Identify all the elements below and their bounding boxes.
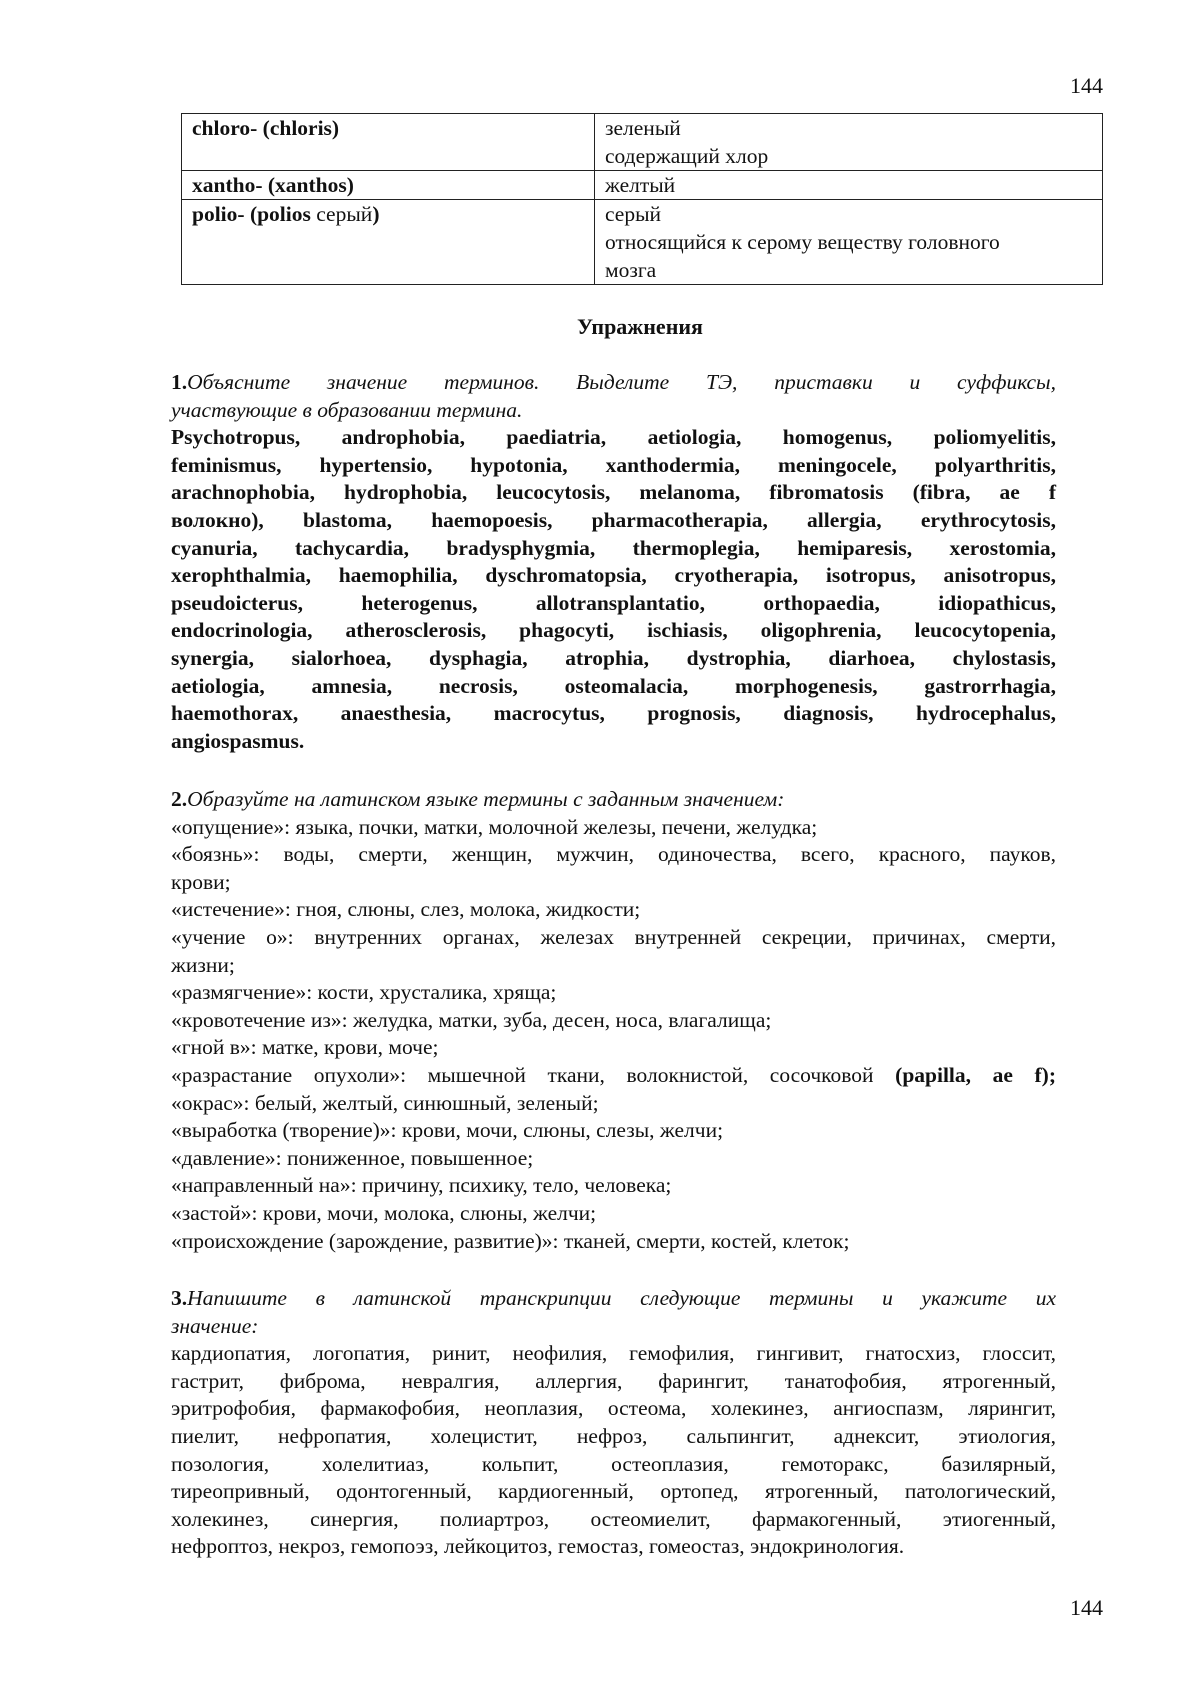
task-line: «давление»: пониженное, повышенное; xyxy=(171,1145,534,1170)
exercise-1-instruction xyxy=(171,369,1056,397)
term-line: synergia, sialorhoea, dysphagia, atrophia, dystrophia, diarhoea, chylostasis, xyxy=(171,645,1056,670)
term-line: позология, холелитиаз, кольпит, остеоплазия, гемоторакс, базилярный, xyxy=(171,1451,1056,1476)
term-line: пиелит, нефропатия, холецистит, нефроз, сальпингит, аднексит, этиология, xyxy=(171,1423,1056,1448)
instruction-text: Образуйте на латинском языке термины с заданным значением: xyxy=(187,787,785,811)
task-line: «опущение»: языка, почки, матки, молочной железы, печени, желудка; xyxy=(171,814,818,839)
term-line: тиреопривный, одонтогенный, кардиогенный, ортопед, ятрогенный, патологический, xyxy=(171,1479,1056,1504)
task-line: «выработка (творение)»: крови, мочи, слюны, слезы, желчи; xyxy=(171,1118,724,1143)
term-line: feminismus, hypertensio, hypotonia, xanthodermia, meningocele, polyarthritis, xyxy=(171,452,1056,477)
table-row xyxy=(182,171,1103,200)
term-line: xerophthalmia, haemophilia, dyschromatopsia, cryotherapia, isotropus, anisotropus, xyxy=(171,563,1056,588)
meaning-line: мозга xyxy=(605,258,657,282)
task-line: «гной в»: матке, крови, моче; xyxy=(171,1035,439,1060)
task-line: «происхождение (зарождение, развитие)»: тканей, смерти, костей, клеток; xyxy=(171,1228,850,1253)
meaning-line: содержащий хлор xyxy=(605,144,769,168)
term-line: гастрит, фиброма, невралгия, аллергия, фарингит, танатофобия, ятрогенный, xyxy=(171,1368,1056,1393)
task-line: «размягчение»: кости, хрусталика, хряща; xyxy=(171,980,557,1005)
exercise-number: 3. xyxy=(171,1286,188,1310)
term-line: Psychotropus, androphobia, paediatria, aetiologia, homogenus, poliomyelitis, xyxy=(171,425,1056,450)
term-line: волокно), blastoma, haemopoesis, pharmacotherapia, allergia, erythrocytosis, xyxy=(171,507,1056,532)
term-line: cyanuria, tachycardia, bradysphygmia, thermoplegia, hemiparesis, xerostomia, xyxy=(171,535,1056,560)
meaning-cell xyxy=(595,171,1103,200)
task-line: «окрас»: белый, желтый, синюшный, зеленый; xyxy=(171,1090,599,1115)
term-name: chloro- (chloris) xyxy=(192,116,340,140)
instruction-text: Объясните значение терминов. Выделите ТЭ, приставки и суффиксы, xyxy=(187,370,1056,394)
instruction-text: Напишите в латинской транскрипции следующие термины и укажите их xyxy=(187,1286,1056,1310)
exercise-2-instruction xyxy=(171,786,1056,814)
table-row xyxy=(182,200,1103,285)
task-line xyxy=(171,1062,1056,1090)
exercise-2 xyxy=(171,786,1056,1255)
meaning-line: зеленый xyxy=(605,116,681,140)
term-note: серый xyxy=(310,202,373,226)
task-line: «истечение»: гноя, слюны, слез, молока, жидкости; xyxy=(171,897,641,922)
term-line: холекинез, синергия, полиартроз, остеомиелит, фармакогенный, этиогенный, xyxy=(171,1506,1056,1531)
terms-table xyxy=(181,113,1103,285)
meaning-cell xyxy=(595,200,1103,285)
table-row xyxy=(182,114,1103,171)
term-line: pseudoicterus, heterogenus, allotransplantatio, orthopaedia, idiopathicus, xyxy=(171,590,1056,615)
term-name: polio- (polios xyxy=(192,202,311,226)
page-number-bottom: 144 xyxy=(1070,1595,1103,1620)
meaning-line: относящийся к серому веществу головного xyxy=(605,230,1000,254)
term-line: endocrinologia, atherosclerosis, phagocyti, ischiasis, oligophrenia, leucocytopenia, xyxy=(171,618,1056,643)
term-line: angiospasmus. xyxy=(171,728,305,753)
exercise-number: 1. xyxy=(171,370,188,394)
page-number-top: 144 xyxy=(1070,73,1103,98)
term-close: ) xyxy=(372,202,380,226)
exercise-3-instruction xyxy=(171,1285,1056,1313)
exercise-3 xyxy=(171,1285,1056,1561)
term-line: кардиопатия, логопатия, ринит, неофилия, гемофилия, гингивит, гнатосхиз, глоссит, xyxy=(171,1341,1056,1366)
term-line: aetiologia, amnesia, necrosis, osteomalacia, morphogenesis, gastrorrhagia, xyxy=(171,673,1056,698)
term-name: xantho- (xanthos) xyxy=(192,173,354,197)
term-line: haemothorax, anaesthesia, macrocytus, prognosis, diagnosis, hydrocephalus, xyxy=(171,701,1056,726)
term-line: эритрофобия, фармакофобия, неоплазия, остеома, холекинез, ангиоспазм, лярингит, xyxy=(171,1396,1056,1421)
task-line: жизни; xyxy=(171,952,235,977)
term-cell xyxy=(182,114,595,171)
instruction-text: участвующие в образовании термина. xyxy=(171,397,523,422)
task-line: «боязнь»: воды, смерти, женщин, мужчин, одиночества, всего, красного, пауков, xyxy=(171,842,1056,867)
task-line: «учение о»: внутренних органах, железах внутренней секреции, причинах, смерти, xyxy=(171,924,1056,949)
section-heading: Упражнения xyxy=(577,314,703,339)
instruction-text: значение: xyxy=(171,1313,259,1338)
task-line: «застой»: крови, мочи, молока, слюны, желчи; xyxy=(171,1200,597,1225)
task-line: «кровотечение из»: желудка, матки, зуба, десен, носа, влагалища; xyxy=(171,1007,772,1032)
term-line: нефроптоз, некроз, гемопоэз, лейкоцитоз, гемостаз, гомеостаз, эндокринология. xyxy=(171,1534,905,1559)
meaning-cell xyxy=(595,114,1103,171)
term-cell xyxy=(182,200,595,285)
meaning-line: серый xyxy=(605,202,662,226)
exercise-1 xyxy=(171,369,1056,755)
task-line: «направленный на»: причину, психику, тело, человека; xyxy=(171,1173,672,1198)
task-line: крови; xyxy=(171,869,231,894)
task-line-text: «разрастание опухоли»: мышечной ткани, волокнистой, сосочковой xyxy=(171,1062,896,1087)
meaning-line: желтый xyxy=(605,173,676,197)
task-line-bold: (papilla, ae f); xyxy=(895,1062,1056,1087)
exercise-number: 2. xyxy=(171,787,188,811)
term-line: arachnophobia, hydrophobia, leucocytosis, melanoma, fibromatosis (fibra, ae f xyxy=(171,480,1056,505)
term-cell xyxy=(182,171,595,200)
